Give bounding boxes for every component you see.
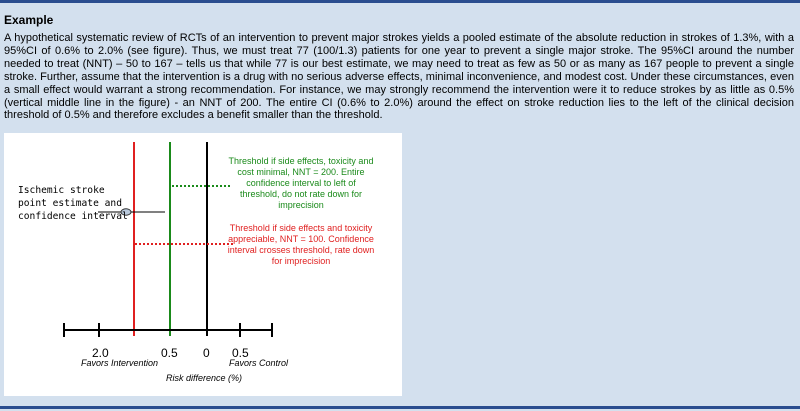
favors-intervention-label: Favors Intervention [81,358,159,368]
tick-label-0: 0 [203,346,210,360]
tick-label-0-5-right: 0.5 [232,346,249,360]
favors-control-label: Favors Control [229,358,289,368]
axis-title: Risk difference (%) [166,373,243,383]
threshold-figure [4,133,402,396]
bottom-rule [0,406,800,409]
red-threshold-label: Threshold if side effects and toxicity appreciable, NNT = 100. Confidence interval crosses threshold, rate down for imprecision [227,223,375,266]
top-rule [0,0,800,3]
section-heading: Example [4,13,54,27]
example-paragraph: A hypothetical systematic review of RCTs of an intervention to prevent major strokes yields a pooled estimate of the absolute reduction in strokes of 1.3%, with a 95%CI of 0.6% to 2.0% (see figure). Thus, we must treat 77 (100/1.3) patients for one year to prevent a single major stroke. The 95%CI around the number needed to treat (NNT) – 50 to 167 – tells us that while 77 is our best estimate, we may need to treat as few as 50 or as many as 167 people to prevent a single stroke. Further, assume that the intervention is a drug with no serious adverse effects, minimal inconvenience, and modest cost. Under these circumstances, even a small effect would warrant a strong recommendation. For instance, we may strongly recommend the intervention were it to reduce strokes by as little as 0.5% (vertical middle line in the figure) - an NNT of 200. The entire CI (0.6% to 2.0%) around the effect on stroke reduction lies to the left of the clinical decision threshold of 0.5% and therefore excludes a benefit smaller than the threshold. [4,32,794,122]
stroke-estimate-label: Ischemic stroke point estimate and confidence interval [18,185,128,222]
green-threshold-label: Threshold if side effects, toxicity and cost minimal, NNT = 200. Entire confidence interval to left of threshold, do not rate down for imprecision [228,156,374,210]
tick-label-0-5-left: 0.5 [161,346,178,360]
tick-label-2: 2.0 [92,346,109,360]
